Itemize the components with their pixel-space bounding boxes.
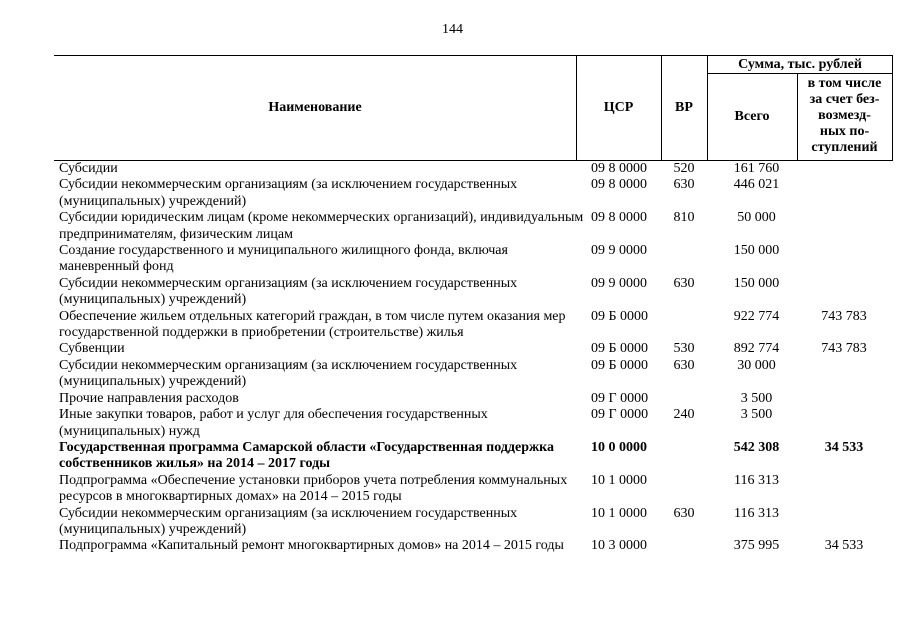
table-header (54, 55, 893, 161)
row-csr: 09 Б 0000 (591, 357, 649, 373)
row-name: Субсидии юридическим лицам (кроме некоммерческих организаций), индивидуальным предпринимателям, физическим лицам (59, 210, 584, 242)
header-name: Наименование (268, 100, 362, 115)
row-vr: 530 (673, 341, 695, 357)
row-csr: 10 3 0000 (591, 538, 647, 554)
header-total: Всего (734, 109, 770, 124)
row-name: Субсидии (59, 161, 118, 176)
row-name: Подпрограмма «Обеспечение установки приборов учета потребления коммунальных ресурсов в многоквартирных домах» на 2014 – 2015 годы (59, 472, 568, 505)
page-number: 144 (442, 22, 463, 37)
table-row (54, 407, 893, 440)
row-vr: 240 (673, 407, 695, 423)
table-row (54, 391, 893, 407)
row-name: Обеспечение жильем отдельных категорий граждан, в том числе путем оказания мер государственной поддержки в приобретении (строительстве) жилья (59, 308, 566, 341)
row-name: Прочие направления расходов (59, 390, 239, 406)
row-total: 375 995 (733, 538, 780, 554)
row-vr: 630 (673, 275, 695, 291)
row-vr: 630 (673, 505, 695, 521)
row-total: 150 000 (733, 243, 780, 259)
row-total: 3 500 (740, 407, 773, 423)
row-name: Субсидии некоммерческим организациям (за исключением государственных (муниципальных) учреждений) (59, 505, 518, 537)
table-row (54, 161, 893, 177)
table-row (54, 538, 893, 554)
table-row (54, 440, 893, 473)
row-csr: 10 0 0000 (591, 439, 647, 455)
row-total: 892 774 (733, 341, 780, 357)
header-divider (707, 73, 893, 74)
row-vr: 810 (673, 210, 695, 226)
table-row (54, 177, 893, 210)
row-name: Подпрограмма «Капитальный ремонт многоквартирных домов» на 2014 – 2015 годы (59, 538, 564, 554)
row-total: 161 760 (733, 161, 780, 176)
row-csr: 10 1 0000 (591, 472, 647, 488)
row-name: Субсидии некоммерческим организациям (за исключением государственных (муниципальных) учреждений) (59, 177, 518, 209)
row-name: Государственная программа Самарской области «Государственная поддержка собственников жилья» на 2014 – 2017 годы (59, 439, 554, 472)
row-total: 116 313 (734, 472, 779, 488)
row-name: Субвенции (59, 341, 125, 357)
row-csr: 10 1 0000 (591, 505, 647, 521)
table-row (54, 243, 893, 276)
row-free: 743 783 (821, 341, 867, 357)
row-free: 743 783 (821, 308, 867, 324)
row-vr: 520 (673, 161, 695, 176)
table-row (54, 276, 893, 309)
row-total: 542 308 (733, 439, 780, 455)
row-csr: 09 8 0000 (591, 210, 647, 226)
header-free: в том числе за счет без- возмезд- ных по- ступлений (807, 76, 882, 155)
row-total: 150 000 (733, 275, 780, 291)
row-csr: 09 Г 0000 (591, 390, 649, 406)
table-row (54, 506, 893, 539)
row-csr: 09 Г 0000 (591, 407, 649, 423)
table-row (54, 309, 893, 342)
table-row (54, 473, 893, 506)
row-total: 446 021 (733, 177, 780, 193)
row-csr: 09 9 0000 (591, 275, 647, 291)
row-csr: 09 8 0000 (591, 177, 647, 193)
header-vr: ВР (675, 100, 693, 115)
row-vr: 630 (673, 177, 695, 193)
row-total: 50 000 (737, 210, 776, 226)
table-row (54, 210, 893, 243)
header-sum: Сумма, тыс. рублей (738, 57, 862, 72)
row-name: Создание государственного и муниципального жилищного фонда, включая маневренный фонд (59, 243, 508, 275)
row-free: 34 533 (824, 538, 864, 554)
row-name: Субсидии некоммерческим организациям (за исключением государственных (муниципальных) учреждений) (59, 275, 518, 308)
row-total: 3 500 (740, 390, 773, 406)
table-row (54, 341, 893, 357)
row-name: Субсидии некоммерческим организациям (за исключением государственных (муниципальных) учреждений) (59, 357, 518, 390)
row-free: 34 533 (824, 439, 864, 455)
row-total: 922 774 (733, 308, 780, 324)
row-csr: 09 Б 0000 (591, 308, 649, 324)
row-csr: 09 9 0000 (591, 243, 647, 259)
header-csr: ЦСР (603, 100, 634, 115)
row-total: 116 313 (734, 505, 779, 521)
row-csr: 09 8 0000 (591, 161, 647, 176)
row-total: 30 000 (737, 357, 776, 373)
row-name: Иные закупки товаров, работ и услуг для обеспечения государственных (муниципальных) нужд (59, 407, 488, 439)
table-row (54, 358, 893, 391)
table-body (54, 161, 893, 555)
row-csr: 09 Б 0000 (591, 341, 649, 357)
row-vr: 630 (673, 357, 695, 373)
